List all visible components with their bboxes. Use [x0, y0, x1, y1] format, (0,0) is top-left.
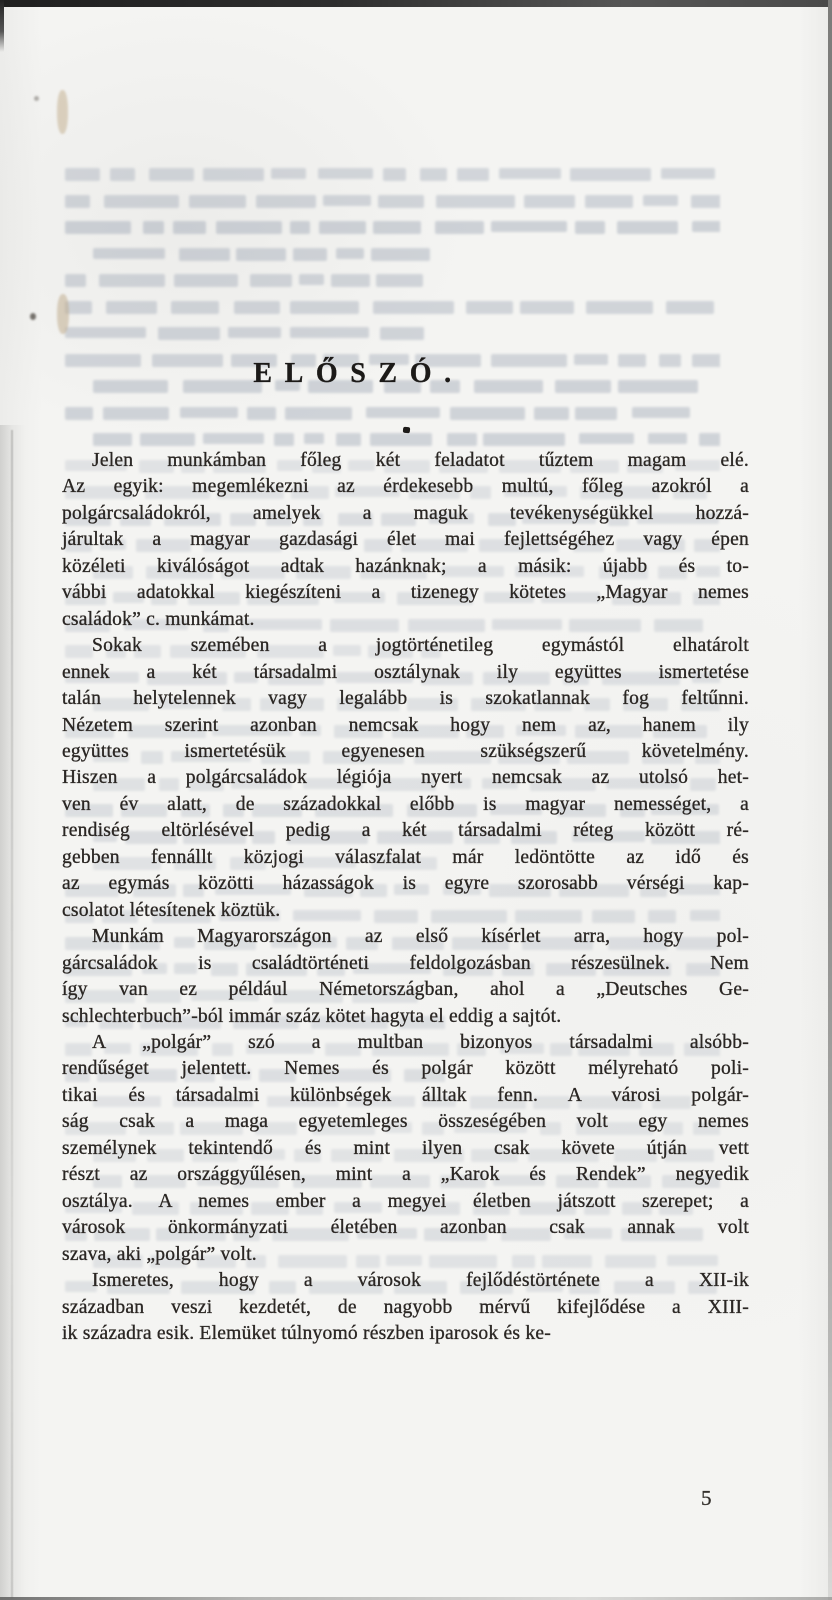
text-line: járultak a magyar gazdasági élet mai fejlettségéhez vagy épen [62, 529, 749, 551]
page-number: 5 [701, 1486, 712, 1510]
scan-right-edge [828, 0, 832, 1600]
text-line: Hiszen a polgárcsaládok légiója nyert nemcsak az utolsó het- [62, 767, 749, 789]
bleedthrough-line [65, 195, 720, 210]
text-line: személynek tekintendő és mint ilyen csak követe útján vett [62, 1137, 749, 1159]
paper-stain [57, 294, 69, 334]
text-line: családok” c. munkámat. [62, 608, 255, 630]
text-line: Az egyik: megemlékezni az érdekesebb multú, főleg azokról a [62, 476, 749, 498]
text-line: csolatot létesítenek köztük. [62, 899, 281, 921]
text-block [62, 448, 749, 1347]
text-line: Jelen munkámban főleg két feladatot tűztem magam elé. [92, 450, 749, 471]
page-gutter-shadow [0, 425, 26, 1600]
bleedthrough-line [65, 221, 720, 236]
text-line: gebben fennállt közjogi válaszfalat már ledöntötte az idő és [62, 846, 749, 868]
text-line: ennek a két társadalmi osztálynak ily együttes ismertetése [62, 661, 749, 683]
page-title: ELŐSZÓ. [253, 358, 464, 389]
text-line: vábbi adatokkal kiegészíteni a tizenegy kötetes „Magyar nemes [62, 582, 749, 604]
text-line: szava, aki „polgár” volt. [62, 1243, 257, 1265]
bleedthrough-line [93, 248, 445, 263]
bleedthrough-line [65, 274, 445, 289]
bleedthrough-line [65, 168, 720, 183]
text-line: az egymás közötti házasságok is egyre szorosabb vérségi kap- [62, 873, 749, 895]
text-line: ság csak a maga egyetemleges összeségében volt egy nemes [62, 1111, 749, 1133]
text-line: talán helytelennek vagy legalább is szokatlannak fog feltűnni. [62, 688, 749, 710]
text-line: Ismeretes, hogy a városok fejlődéstörténete a XII-ik [92, 1270, 749, 1292]
paper-speck [30, 313, 36, 320]
text-line: közéleti kiválóságot adtak hazánknak; a másik: újabb és to- [62, 555, 749, 577]
scan-top-edge [0, 0, 832, 7]
text-line: rendűséget jelentett. Nemes és polgár között mélyreható poli- [62, 1058, 749, 1080]
page-crease [11, 430, 13, 1598]
text-line: ven év alatt, de századokkal előbb is magyar nemességet, a [62, 793, 749, 815]
bleedthrough-line [65, 327, 445, 342]
paper-speck [34, 96, 39, 101]
text-line: polgárcsaládokról, amelyek a maguk tevékenységükkel hozzá- [62, 502, 749, 524]
text-line: részt az országgyűlésen, mint a „Karok és Rendek” negyedik [62, 1164, 749, 1186]
text-line: így van ez például Németországban, ahol a „Deutsches Ge- [62, 979, 749, 1001]
paper-stain [57, 90, 68, 134]
text-line: tikai és társadalmi különbségek álltak fenn. A városi polgár- [62, 1084, 749, 1106]
text-line: Munkám Magyarországon az első kísérlet arra, hogy pol- [92, 926, 749, 948]
bleedthrough-line [65, 301, 720, 316]
text-line: osztálya. A nemes ember a megyei életben játszott szerepet; a [62, 1190, 749, 1212]
text-line: városok önkormányzati életében azonban csak annak volt [62, 1217, 749, 1239]
text-line: együttes ismertetésük egyenesen szükségszerű követelmény. [62, 740, 749, 762]
bleedthrough-line [93, 433, 720, 448]
text-line: A „polgár” szó a multban bizonyos társadalmi alsóbb- [92, 1031, 749, 1053]
text-line: Nézetem szerint azonban nemcsak hogy nem az, hanem ily [62, 714, 749, 736]
text-line: században veszi kezdetét, de nagyobb mérvű kifejlődése a XIII- [62, 1296, 749, 1318]
bleedthrough-line [65, 407, 720, 422]
text-line: gárcsaládok is családtörténeti feldolgozásban részesülnek. Nem [62, 952, 749, 974]
scan-left-edge-mark [0, 0, 4, 52]
text-line: Sokak szemében a jogtörténetileg egymástól elhatárolt [92, 635, 749, 657]
text-line: ik századra esik. Elemüket túlnyomó részben iparosok és ke- [62, 1322, 551, 1344]
ornament-dot [403, 427, 411, 434]
text-line: schlechterbuch”-ból immár száz kötet hagyta el eddig a sajtót. [62, 1005, 562, 1027]
text-line: rendiség eltörlésével pedig a két társadalmi réteg között ré- [62, 820, 749, 842]
